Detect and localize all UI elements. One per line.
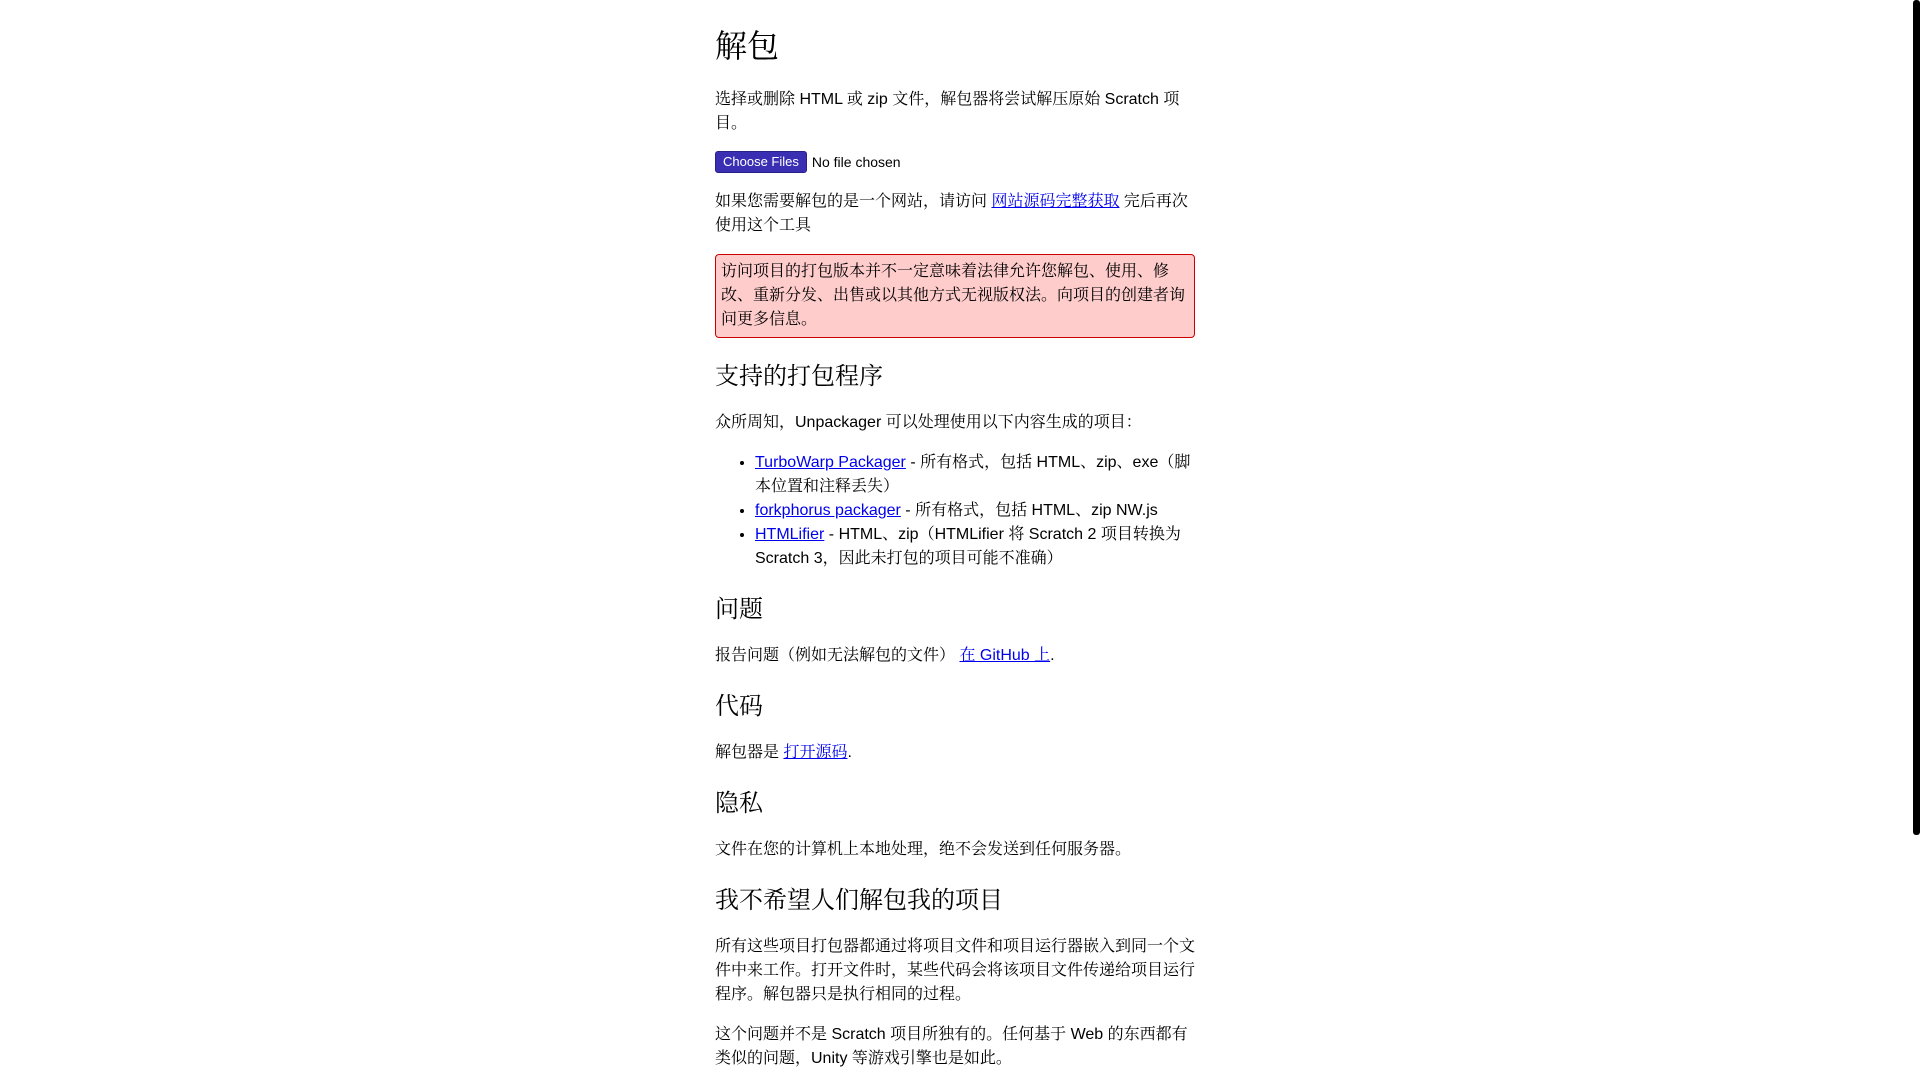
open-source-link[interactable]: 打开源码 [783,744,848,761]
turbowarp-packager-link[interactable]: TurboWarp Packager [755,454,906,471]
website-note-after: 完后再次使用这个工具 [715,193,1188,234]
list-item-desc: - HTML、zip（HTMLifier 将 Scratch 2 项目转换为 Scratch 3，因此未打包的项目可能不准确） [755,526,1181,567]
privacy-heading: 隐私 [715,790,763,817]
list-item [755,451,1195,499]
code-heading: 代码 [715,693,763,720]
choose-files-button[interactable]: Choose Files [715,151,807,173]
list-item-desc: - 所有格式，包括 HTML、zip、exe（脚本位置和注释丢失） [755,454,1191,495]
code-text [715,741,1195,765]
htmlifier-link[interactable]: HTMLifier [755,526,825,543]
code-before: 解包器是 [715,744,784,761]
list-item-desc: - 所有格式，包括 HTML、zip NW.js [900,502,1158,519]
forkphorus-packager-link[interactable]: forkphorus packager [755,502,901,519]
supported-intro: 众所周知，Unpackager 可以处理使用以下内容生成的项目： [715,414,1142,431]
issues-before: 报告问题（例如无法解包的文件） [715,647,960,664]
issues-text [715,644,1195,668]
page-title: 解包 [715,28,780,64]
privacy-text: 文件在您的计算机上本地处理，绝不会发送到任何服务器。 [715,841,1132,858]
intro-text: 选择或删除 HTML 或 zip 文件，解包器将尝试解压原始 Scratch 项目。 [715,91,1180,132]
file-status: No file chosen [811,154,901,170]
file-input[interactable] [715,150,1195,174]
copyright-warning: 访问项目的打包版本并不一定意味着法律允许您解包、使用、修改、重新分发、出售或以其他方式无视版权法。向项目的创建者询问更多信息。 [715,254,1195,338]
github-link[interactable]: 在 GitHub 上 [959,647,1051,664]
website-note-before: 如果您需要解包的是一个网站，请访问 [715,193,992,210]
issues-heading: 问题 [715,596,763,623]
website-note [715,190,1195,238]
scrollbar-thumb[interactable] [1913,0,1920,835]
website-source-link[interactable]: 网站源码完整获取 [991,193,1120,210]
issues-after: . [1050,647,1055,664]
list-item [755,499,1195,523]
supported-list [715,451,1195,571]
code-after: . [847,744,852,761]
main-content [715,0,1195,1080]
dont-want-paragraph-1: 所有这些项目打包器都通过将项目文件和项目运行器嵌入到同一个文件中来工作。打开文件时，某些代码会将该项目文件传递给项目运行程序。解包器只是执行相同的过程。 [715,938,1196,1003]
dont-want-paragraph-2: 这个问题并不是 Scratch 项目所独有的。任何基于 Web 的东西都有类似的问题，Unity 等游戏引擎也是如此。 [715,1026,1188,1067]
list-item [755,523,1195,571]
page-scrollbar[interactable] [1912,0,1920,1080]
supported-heading: 支持的打包程序 [715,363,883,390]
dont-want-heading: 我不希望人们解包我的项目 [715,887,1003,914]
